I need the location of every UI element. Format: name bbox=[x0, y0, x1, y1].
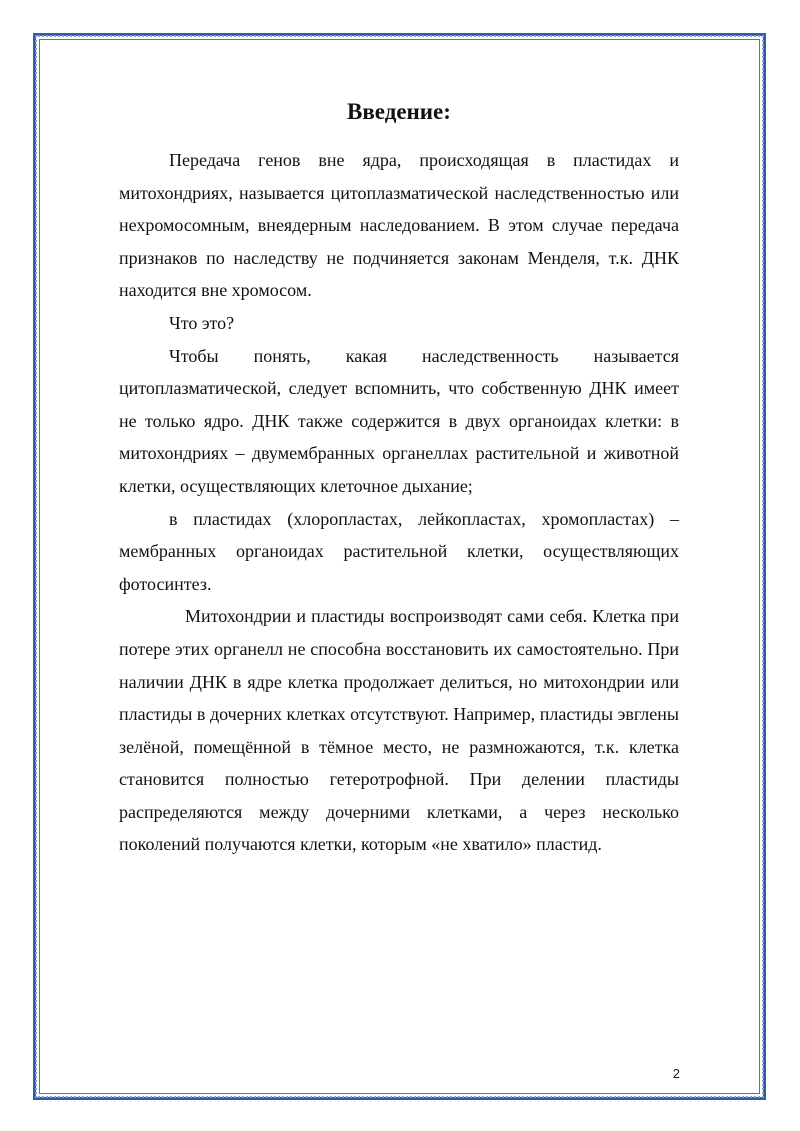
document-body bbox=[119, 96, 679, 861]
page-number: 2 bbox=[672, 1066, 680, 1081]
paragraph-intro: Передача генов вне ядра, происходящая в пластидах и митохондриях, называется цитоплазматической наследственностью или нехромосомным, внеядерным наследованием. В этом случае передача признаков по наследству не подчиняется законам Менделя, т.к. ДНК находится вне хромосом. bbox=[119, 150, 679, 301]
paragraph-plastids: в пластидах (хлоропластах, лейкопластах, хромопластах) – мембранных органоидах растительной клетки, осуществляющих фотосинтез. bbox=[119, 508, 679, 594]
paragraph-reproduction: Митохондрии и пластиды воспроизводят сами себя. Клетка при потере этих органелл не способна восстановить их самостоятельно. При наличии ДНК в ядре клетка продолжает делиться, но митохондрии или пластиды в дочерних клетках отсутствуют. Например, пластиды эвглены зелёной, помещённой в тёмное место, не размножаются, т.к. клетка становится полностью гетеротрофной. При делении пластиды распределяются между дочерними клетками, а через несколько поколений получаются клетки, которым «не хватило» пластид. bbox=[119, 606, 679, 855]
document-title: Введение: bbox=[347, 99, 451, 124]
paragraph-explanation: Чтобы понять, какая наследственность называется цитоплазматической, следует вспомнить, что собственную ДНК имеет не только ядро. ДНК также содержится в двух органоидах клетки: в митохондриях – двумембранных органеллах растительной и животной клетки, осуществляющих клеточное дыхание; bbox=[119, 345, 679, 496]
paragraph-question: Что это? bbox=[169, 312, 235, 333]
